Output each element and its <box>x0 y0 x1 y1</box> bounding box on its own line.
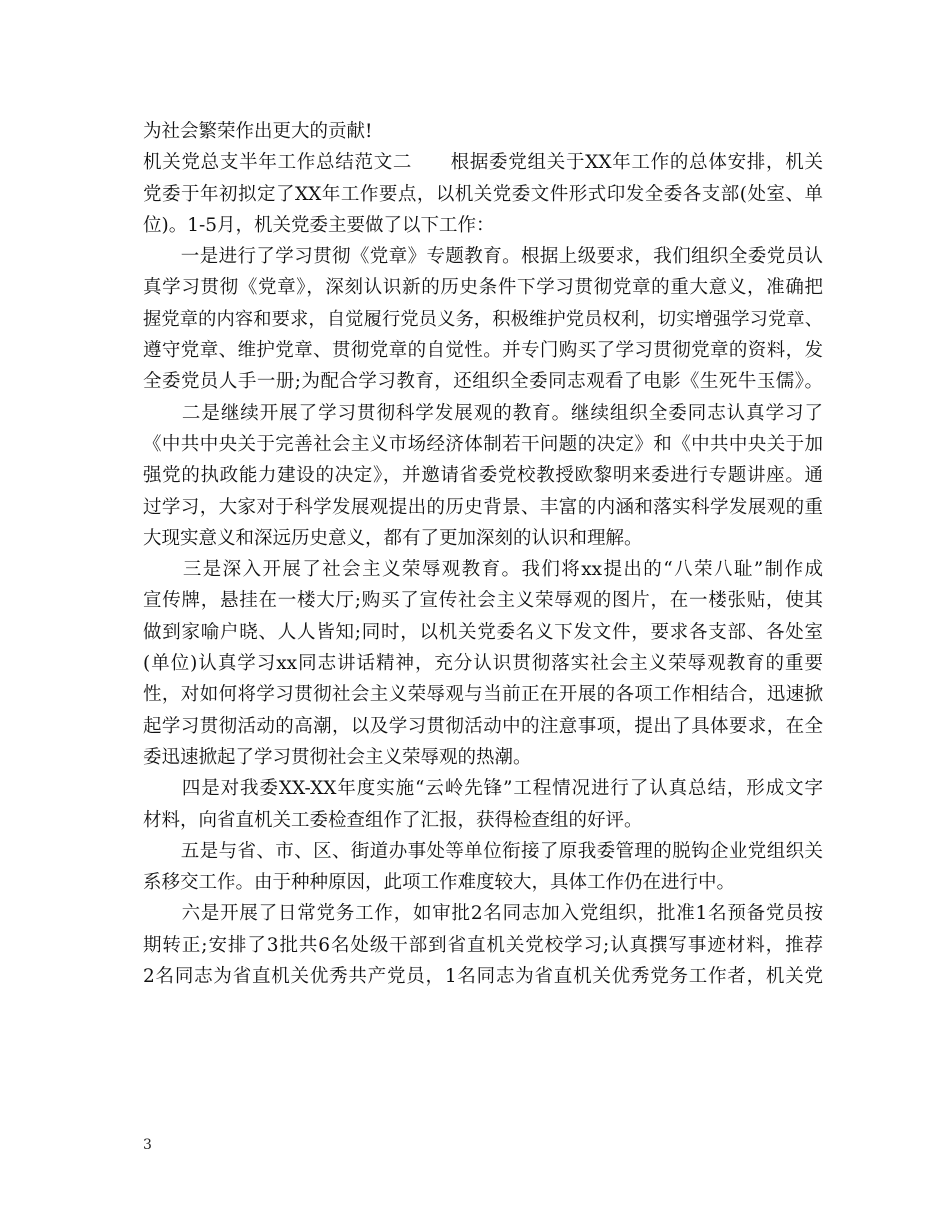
text-line: 过学习，大家对于科学发展观提出的历史背景、丰富的内涵和落实科学发展观的重 <box>143 496 823 518</box>
text-line: 位)。1-5月，机关党委主要做了以下工作： <box>143 214 495 236</box>
text-line: 二是继续开展了学习贯彻科学发展观的教育。继续组织全委同志认真学习了 <box>143 402 823 424</box>
text-line: 材料，向省直机关工委检查组作了汇报，获得检查组的好评。 <box>143 809 643 831</box>
text-line: 做到家喻户晓、人人皆知;同时，以机关党委名义下发文件，要求各支部、各处室 <box>143 621 823 643</box>
text-line: 四是对我委XX-XX年度实施“云岭先锋”工程情况进行了认真总结，形成文字 <box>143 778 823 800</box>
text-line: 系移交工作。由于种种原因，此项工作难度较大，具体工作仍在进行中。 <box>143 872 736 894</box>
page-number: 3 <box>143 1137 152 1153</box>
text-line: 党委于年初拟定了XX年工作要点，以机关党委文件形式印发全委各支部(处室、单 <box>143 183 823 205</box>
text-line: 六是开展了日常党务工作，如审批2名同志加入党组织，批准1名预备党员按 <box>143 903 823 925</box>
text-line: 三是深入开展了社会主义荣辱观教育。我们将xx提出的“八荣八耻”制作成 <box>143 559 823 581</box>
text-line: 机关党总支半年工作总结范文二 根据委党组关于XX年工作的总体安排，机关 <box>143 152 823 174</box>
text-line: 遵守党章、维护党章、贯彻党章的自觉性。并专门购买了学习贯彻党章的资料，发 <box>143 340 823 362</box>
text-line: 大现实意义和深远历史意义，都有了更加深刻的认识和理解。 <box>143 527 643 549</box>
text-line: 握党章的内容和要求，自觉履行党员义务，积极维护党员权利，切实增强学习党章、 <box>143 308 823 330</box>
text-line: 起学习贯彻活动的高潮，以及学习贯彻活动中的注意事项，提出了具体要求，在全 <box>143 715 823 737</box>
text-line: 2名同志为省直机关优秀共产党员，1名同志为省直机关优秀党务工作者，机关党 <box>143 966 823 988</box>
document-body <box>143 116 823 992</box>
text-line: 全委党员人手一册;为配合学习教育，还组织全委同志观看了电影《生死牛玉儒》。 <box>143 371 823 393</box>
text-line: 为社会繁荣作出更大的贡献! <box>143 121 373 142</box>
text-line: 委迅速掀起了学习贯彻社会主义荣辱观的热潮。 <box>143 746 532 768</box>
text-line: 性，对如何将学习贯彻社会主义荣辱观与当前正在开展的各项工作相结合，迅速掀 <box>143 684 823 706</box>
text-line: 《中共中央关于完善社会主义市场经济体制若干问题的决定》和《中共中央关于加 <box>143 433 823 455</box>
text-line: 期转正;安排了3批共6名处级干部到省直机关党校学习;认真撰写事迹材料，推荐 <box>143 934 823 956</box>
text-line: (单位)认真学习xx同志讲话精神，充分认识贯彻落实社会主义荣辱观教育的重要 <box>143 653 823 675</box>
text-line: 一是进行了学习贯彻《党章》专题教育。根据上级要求，我们组织全委党员认 <box>143 246 823 268</box>
text-line: 五是与省、市、区、街道办事处等单位衔接了原我委管理的脱钩企业党组织关 <box>143 840 823 862</box>
text-line: 宣传牌，悬挂在一楼大厅;购买了宣传社会主义荣辱观的图片，在一楼张贴，使其 <box>143 590 823 612</box>
text-line: 真学习贯彻《党章》，深刻认识新的历史条件下学习贯彻党章的重大意义，准确把 <box>143 277 823 299</box>
text-line: 强党的执政能力建设的决定》，并邀请省委党校教授欧黎明来委进行专题讲座。通 <box>143 465 823 487</box>
